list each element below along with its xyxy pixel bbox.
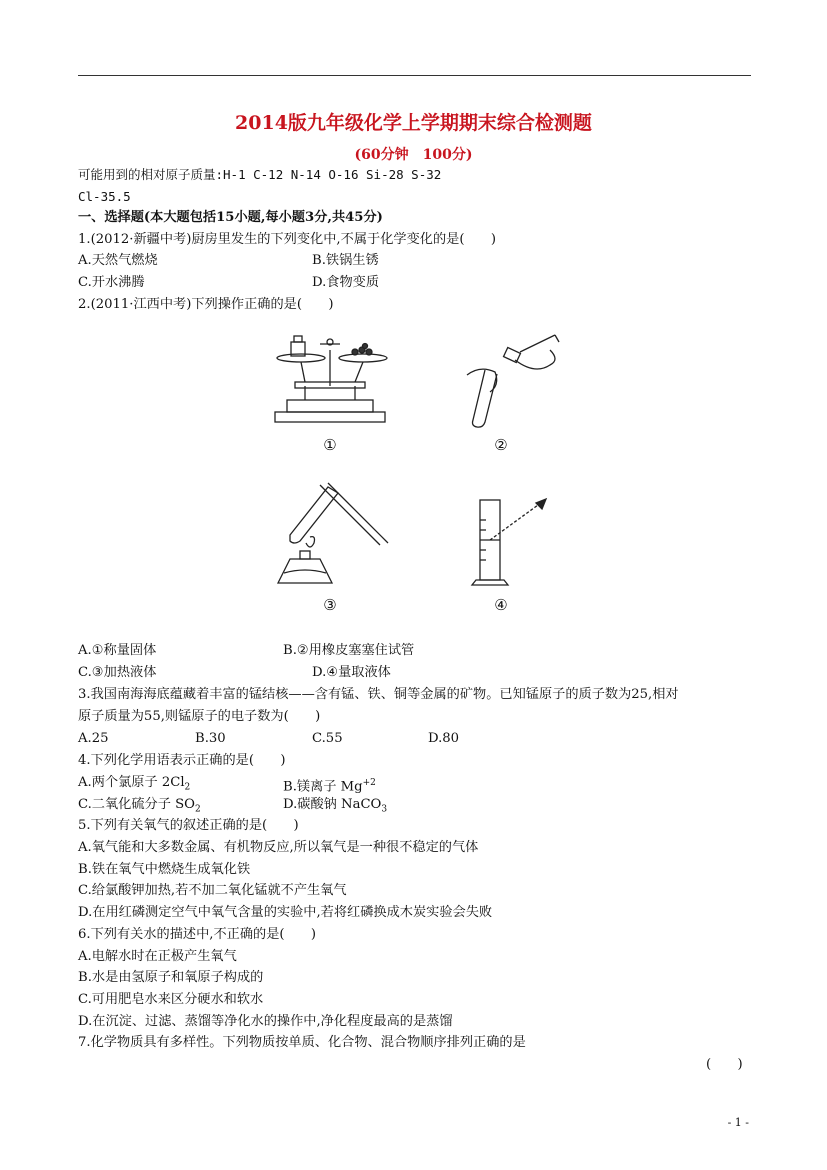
q1-option-a: A.天然气燃烧 bbox=[78, 253, 158, 268]
q5-option-c: C.给氯酸钾加热,若不加二氧化锰就不产生氧气 bbox=[78, 883, 347, 898]
q4-option-c-subscript: 2 bbox=[194, 804, 201, 815]
q6-option-b: B.水是由氢原子和氧原子构成的 bbox=[78, 970, 264, 985]
q4-option-a-subscript: 2 bbox=[184, 782, 191, 793]
q6-option-a: A.电解水时在正极产生氧气 bbox=[78, 949, 237, 964]
page-title: 2014版九年级化学上学期期末综合检测题 bbox=[235, 112, 592, 134]
q2-option-a: A.①称量固体 bbox=[78, 643, 157, 658]
header-rule bbox=[78, 75, 751, 76]
figure-3-caption: ③ bbox=[323, 596, 337, 614]
q5-option-a: A.氧气能和大多数金属、有机物反应,所以氧气是一种很不稳定的气体 bbox=[78, 840, 479, 855]
q4-option-b-text: B.镁离子 Mg bbox=[283, 779, 363, 795]
q1-option-d: D.食物变质 bbox=[312, 275, 380, 290]
question-6-stem: 6.下列有关水的描述中,不正确的是( ) bbox=[78, 927, 317, 942]
question-4-stem: 4.下列化学用语表示正确的是( ) bbox=[78, 753, 286, 768]
stopper-tube-figure bbox=[455, 330, 575, 430]
q4-option-d-text: D.碳酸钠 NaCO bbox=[283, 797, 382, 812]
q2-option-d: D.④量取液体 bbox=[312, 665, 391, 680]
question-3-stem-line2: 原子质量为55,则锰原子的电子数为( ) bbox=[78, 709, 321, 724]
graduated-cylinder-figure bbox=[460, 495, 560, 590]
section-heading: 一、选择题(本大题包括15小题,每小题3分,共45分) bbox=[78, 210, 383, 225]
q2-option-c: C.③加热液体 bbox=[78, 665, 157, 680]
question-2-stem: 2.(2011·江西中考)下列操作正确的是( ) bbox=[78, 297, 334, 312]
figure-1-caption: ① bbox=[323, 436, 337, 454]
q5-option-d: D.在用红磷测定空气中氧气含量的实验中,若将红磷换成木炭实验会失败 bbox=[78, 905, 493, 920]
page-number: - 1 - bbox=[727, 1116, 749, 1129]
question-5-stem: 5.下列有关氧气的叙述正确的是( ) bbox=[78, 818, 299, 833]
lab-operation-figures bbox=[255, 330, 585, 630]
q4-option-d-subscript: 3 bbox=[381, 804, 388, 815]
page-subtitle: (60分钟 100分) bbox=[354, 147, 473, 163]
q3-option-a: A.25 bbox=[78, 731, 109, 746]
q7-answer-parentheses: ( ) bbox=[706, 1057, 743, 1072]
q4-option-b bbox=[283, 773, 376, 797]
q4-option-c-text: C.二氧化硫分子 SO bbox=[78, 797, 195, 812]
q4-option-b-superscript: +2 bbox=[362, 778, 376, 788]
q4-option-a-text: A.两个氯原子 2Cl bbox=[78, 775, 185, 790]
q3-option-c: C.55 bbox=[312, 731, 343, 746]
balance-figure bbox=[265, 330, 395, 430]
question-1-stem: 1.(2012·新疆中考)厨房里发生的下列变化中,不属于化学变化的是( ) bbox=[78, 232, 496, 247]
q6-option-c: C.可用肥皂水来区分硬水和软水 bbox=[78, 992, 264, 1007]
atomic-mass-line-2: Cl-35.5 bbox=[78, 189, 131, 204]
q3-option-d: D.80 bbox=[428, 731, 460, 746]
question-3-stem-line1: 3.我国南海海底蕴藏着丰富的锰结核——含有锰、铁、铜等金属的矿物。已知锰原子的质子数为25,相对 bbox=[78, 687, 679, 702]
figure-2-caption: ② bbox=[494, 436, 508, 454]
figure-4-caption: ④ bbox=[494, 596, 508, 614]
q1-option-c: C.开水沸腾 bbox=[78, 275, 145, 290]
question-7-stem: 7.化学物质具有多样性。下列物质按单质、化合物、混合物顺序排列正确的是 bbox=[78, 1035, 526, 1050]
q1-option-b: B.铁锅生锈 bbox=[312, 253, 379, 268]
q3-option-b: B.30 bbox=[195, 731, 226, 746]
q5-option-b: B.铁在氧气中燃烧生成氧化铁 bbox=[78, 862, 251, 877]
q6-option-d: D.在沉淀、过滤、蒸馏等净化水的操作中,净化程度最高的是蒸馏 bbox=[78, 1014, 453, 1029]
heating-liquid-figure bbox=[270, 475, 400, 585]
atomic-mass-line-1: 可能用到的相对原子质量:H-1 C-12 N-14 O-16 Si-28 S-32 bbox=[78, 167, 442, 182]
q2-option-b: B.②用橡皮塞塞住试管 bbox=[283, 643, 415, 658]
q4-option-a bbox=[78, 773, 190, 798]
